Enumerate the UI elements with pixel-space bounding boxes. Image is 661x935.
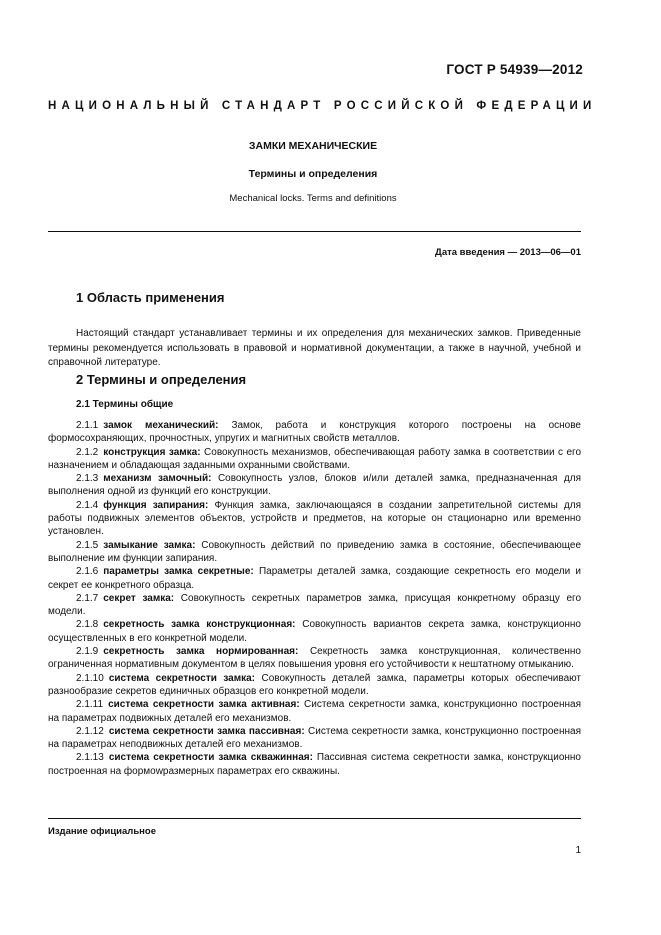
- term-entry: 2.1.13 система секретности замка скважинная: Пассивная система секретности замка, конструкционно построенная на формоwразмерных параметрах его скважины.: [48, 752, 581, 777]
- term-entry: 2.1.4 функция запирания: Функция замка, заключающаяся в создании запретительной системы для работы подвижных элементов объектов, устройств и предметов, на которые он стационарно или временно установлен.: [48, 499, 582, 538]
- subsection-2-1-heading: 2.1 Термины общие: [76, 399, 174, 410]
- introduction-date: Дата введения — 2013—06—01: [435, 247, 581, 258]
- term-entry: 2.1.11 система секретности замка активная: Система секретности замка, конструкционно построенная на параметрах подвижных деталей его механизмов.: [48, 699, 581, 724]
- national-standard-banner: НАЦИОНАЛЬНЫЙ СТАНДАРТ РОССИЙСКОЙ ФЕДЕРАЦИИ: [48, 100, 597, 112]
- section-1-heading: 1 Область применения: [76, 290, 225, 305]
- standard-subtitle: Термины и определения: [248, 168, 378, 180]
- section-1-paragraph: Настоящий стандарт устанавливает термины и их определения для механических замков. Приведенные термины рекомендуется использовать в правовой и нормативной документации, а также в научной, учебной и справочной литературе.: [48, 328, 581, 369]
- document-number: ГОСТ Р 54939—2012: [446, 62, 583, 77]
- term-entry: 2.1.3 механизм замочный: Совокупность узлов, блоков и/или деталей замка, предназначенная для выполнения одной из функций его конструкции.: [48, 473, 581, 498]
- header-divider: [48, 231, 581, 232]
- term-entry: 2.1.7 секрет замка: Совокупность секретных параметров замка, присущая конкретному образцу его модели.: [48, 592, 582, 618]
- term-entry: 2.1.1 замок механический: Замок, работа и конструкция которого построены на основе формосохраняющих, прочностных, упругих и магнитных свойств металлов.: [48, 420, 581, 445]
- term-entry: 2.1.5 замыкание замка: Совокупность действий по приведению замка в состояние, обеспечивающее выполнение им функции запирания.: [48, 539, 582, 564]
- term-entry: 2.1.6 параметры замка секретные: Параметры деталей замка, создающие секретность его модели и секрет ее конкретного образца.: [48, 566, 581, 591]
- english-title: Mechanical locks. Terms and definitions: [229, 193, 397, 204]
- term-entry: 2.1.8 секретность замка конструкционная: Совокупность вариантов секрета замка, конструкционно осуществленных в его конкретной модели.: [48, 619, 581, 644]
- term-entry: 2.1.12 система секретности замка пассивная: Система секретности замка, конструкционно построенная на параметрах неподвижных деталей его механизмов.: [48, 725, 582, 751]
- official-edition-label: Издание официальное: [48, 826, 156, 837]
- footer-divider: [48, 818, 581, 819]
- term-entry: 2.1.9 секретность замка нормированная: Секретность замка конструкционная, количественно ограниченная нормативным документом в целях повышения уровня его устойчивости к нештатному отмыканию.: [48, 646, 581, 671]
- page-number: 1: [575, 845, 581, 856]
- terms-list: [48, 419, 581, 778]
- term-entry: 2.1.10 система секретности замка: Совокупность деталей замка, параметры которых обеспечивают разнообразие секретов единичных образцов его конкретной модели.: [48, 672, 581, 697]
- section-2-heading: 2 Термины и определения: [76, 372, 247, 387]
- term-entry: 2.1.2 конструкция замка: Совокупность механизмов, обеспечивающая работу замка в соответствии с его назначением и обладающая заданными охранными свойствами.: [48, 446, 582, 471]
- standard-title: ЗАМКИ МЕХАНИЧЕСКИЕ: [248, 140, 378, 152]
